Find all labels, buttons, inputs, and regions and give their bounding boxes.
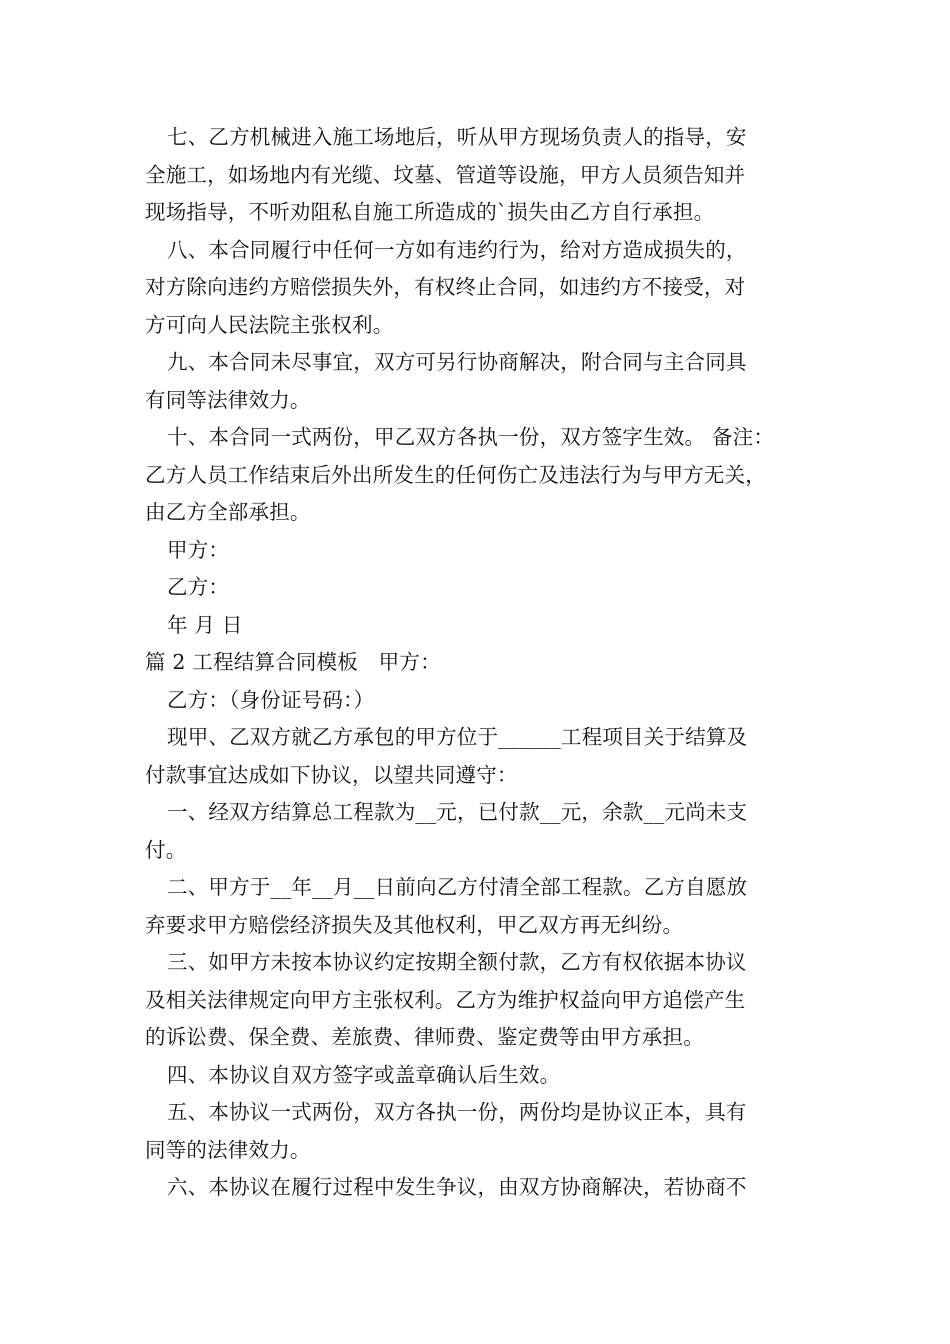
paragraph-line: 九、本合同未尽事宜，双方可另行协商解决，附合同与主合同具	[167, 350, 747, 374]
paragraph-line: 七、乙方机械进入施工场地后，听从甲方现场负责人的指导，安	[167, 125, 747, 149]
paragraph-line: 对方除向违约方赔偿损失外，有权终止合同，如违约方不接受，对	[145, 275, 746, 299]
paragraph-line: 一、经双方结算总工程款为__元，已付款__元，余款__元尚未支	[167, 800, 748, 824]
paragraph-line: 付款事宜达成如下协议，以望共同遵守：	[145, 762, 518, 787]
signature-date: 年 月 日	[167, 612, 243, 637]
paragraph-line: 方可向人民法院主张权利。	[145, 312, 394, 337]
paragraph-line: 付。	[145, 837, 187, 862]
document-page	[145, 119, 825, 1207]
paragraph-line: 同等的法律效力。	[145, 1137, 311, 1162]
signature-party-b: 乙方：	[167, 575, 230, 599]
paragraph-line: 八、本合同履行中任何一方如有违约行为，给对方造成损失的，	[167, 237, 747, 262]
paragraph-line: 乙方：（身份证号码：）	[167, 687, 375, 712]
paragraph-line: 现甲、乙双方就乙方承包的甲方位于______工程项目关于结算及	[167, 725, 748, 749]
signature-party-a: 甲方：	[167, 537, 230, 562]
paragraph-line: 四、本协议自双方签字或盖章确认后生效。	[167, 1062, 561, 1087]
paragraph-line: 十、本合同一式两份，甲乙双方各执一份，双方签字生效。 备注：	[167, 425, 775, 449]
paragraph-line: 二、甲方于__年__月__日前向乙方付清全部工程款。乙方自愿放	[167, 875, 748, 899]
paragraph-line: 乙方人员工作结束后外出所发生的任何伤亡及违法行为与甲方无关，	[145, 462, 766, 487]
paragraph-line: 弃要求甲方赔偿经济损失及其他权利，甲乙双方再无纠纷。	[145, 912, 684, 937]
section-title: 篇 2 工程结算合同模板 甲方：	[145, 650, 441, 674]
paragraph-line: 全施工，如场地内有光缆、坟墓、管道等设施，甲方人员须告知并	[145, 162, 746, 187]
paragraph-line: 的诉讼费、保全费、差旅费、律师费、鉴定费等由甲方承担。	[145, 1025, 704, 1049]
paragraph-line: 六、本协议在履行过程中发生争议，由双方协商解决，若协商不	[167, 1175, 747, 1199]
paragraph-line: 由乙方全部承担。	[145, 500, 311, 524]
paragraph-line: 三、如甲方未按本协议约定按期全额付款，乙方有权依据本协议	[167, 950, 747, 974]
paragraph-line: 五、本协议一式两份，双方各执一份，两份均是协议正本，具有	[167, 1100, 747, 1124]
paragraph-line: 及相关法律规定向甲方主张权利。乙方为维护权益向甲方追偿产生	[145, 987, 746, 1012]
paragraph-line: 有同等法律效力。	[145, 387, 311, 412]
paragraph-line: 现场指导，不听劝阻私自施工所造成的`损失由乙方自行承担。	[145, 200, 715, 224]
